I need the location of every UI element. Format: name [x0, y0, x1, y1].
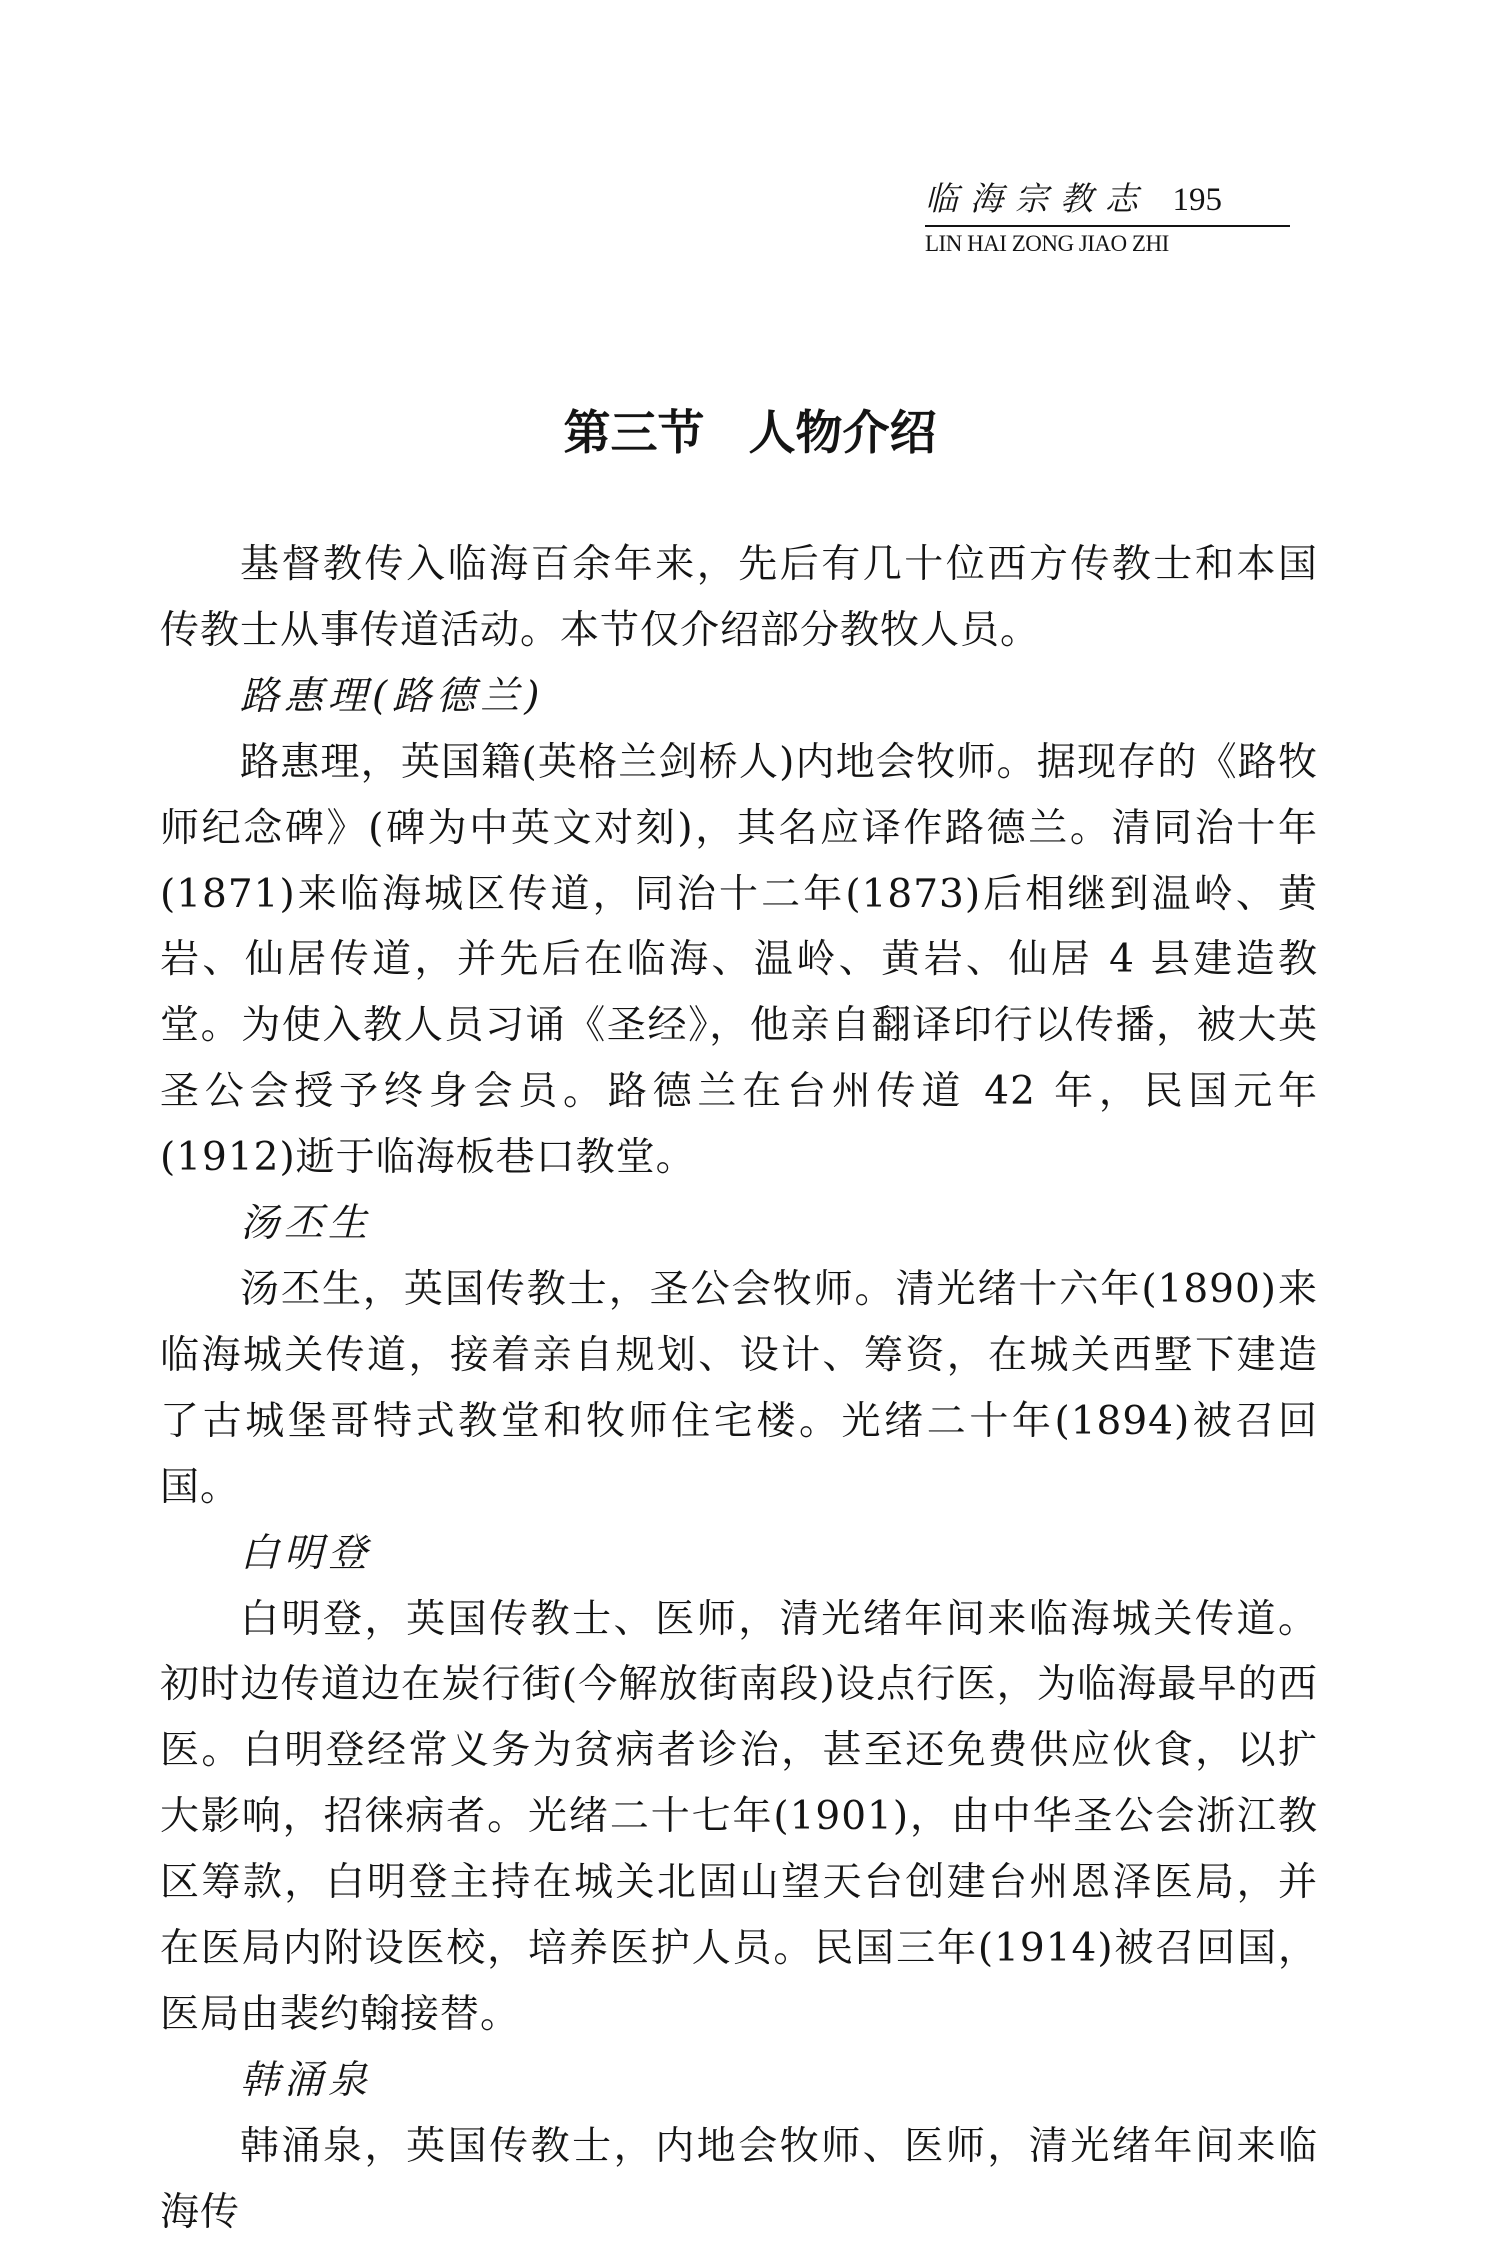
- person-name-bai: 白明登: [240, 1530, 373, 1576]
- header-title: 临海宗教志: [925, 179, 1150, 218]
- running-header: [925, 178, 1290, 259]
- person-bio-tang: 汤丕生，英国传教士，圣公会牧师。清光绪十六年(1890)来临海城关传道，接着亲自规划、设计、筹资，在城关西墅下建造了古城堡哥特式教堂和牧师住宅楼。光绪二十年(1894)被召回国。: [160, 1266, 1318, 1510]
- header-rule: [925, 225, 1290, 227]
- intro-paragraph: 基督教传入临海百余年来，先后有几十位西方传教士和本国传教士从事传道活动。本节仅介绍部分教牧人员。: [160, 542, 1318, 653]
- body-text: [160, 532, 1318, 2246]
- person-name-tang: 汤丕生: [240, 1201, 373, 1247]
- person-name-han: 韩涌泉: [240, 2057, 373, 2103]
- person-bio-lu: 路惠理，英国籍(英格兰剑桥人)内地会牧师。据现存的《路牧师纪念碑》(碑为中英文对刻)，其名应译作路德兰。清同治十年(1871)来临海城区传道，同治十二年(1873)后相继到温岭、黄岩、仙居传道，并先后在临海、温岭、黄岩、仙居 4 县建造教堂。为使入教人员习诵《圣经》，他亲自翻译印行以传播，被大英圣公会授予终身会员。路德兰在台州传道 42 年，民国元年(1912)逝于临海板巷口教堂。: [160, 739, 1318, 1181]
- person-bio-han: 韩涌泉，英国传教士，内地会牧师、医师，清光绪年间来临海传: [160, 2123, 1318, 2235]
- person-bio-bai: 白明登，英国传教士、医师，清光绪年间来临海城关传道。初时边传道边在炭行街(今解放街南段)设点行医，为临海最早的西医。白明登经常义务为贫病者诊治，甚至还免费供应伙食，以扩大影响，招徕病者。光绪二十七年(1901)，由中华圣公会浙江教区筹款，白明登主持在城关北固山望天台创建台州恩泽医局，并在医局内附设医校，培养医护人员。民国三年(1914)被召回国，医局由裴约翰接替。: [160, 1596, 1318, 2037]
- page-number: 195: [1172, 182, 1222, 218]
- person-name-lu: 路惠理(路德兰): [240, 673, 545, 719]
- header-pinyin: LIN HAI ZONG JIAO ZHI: [925, 231, 1169, 256]
- section-number: 第三节: [563, 406, 705, 461]
- section-heading: [0, 402, 1500, 466]
- header-line: [925, 178, 1290, 221]
- section-title: 人物介绍: [748, 406, 937, 461]
